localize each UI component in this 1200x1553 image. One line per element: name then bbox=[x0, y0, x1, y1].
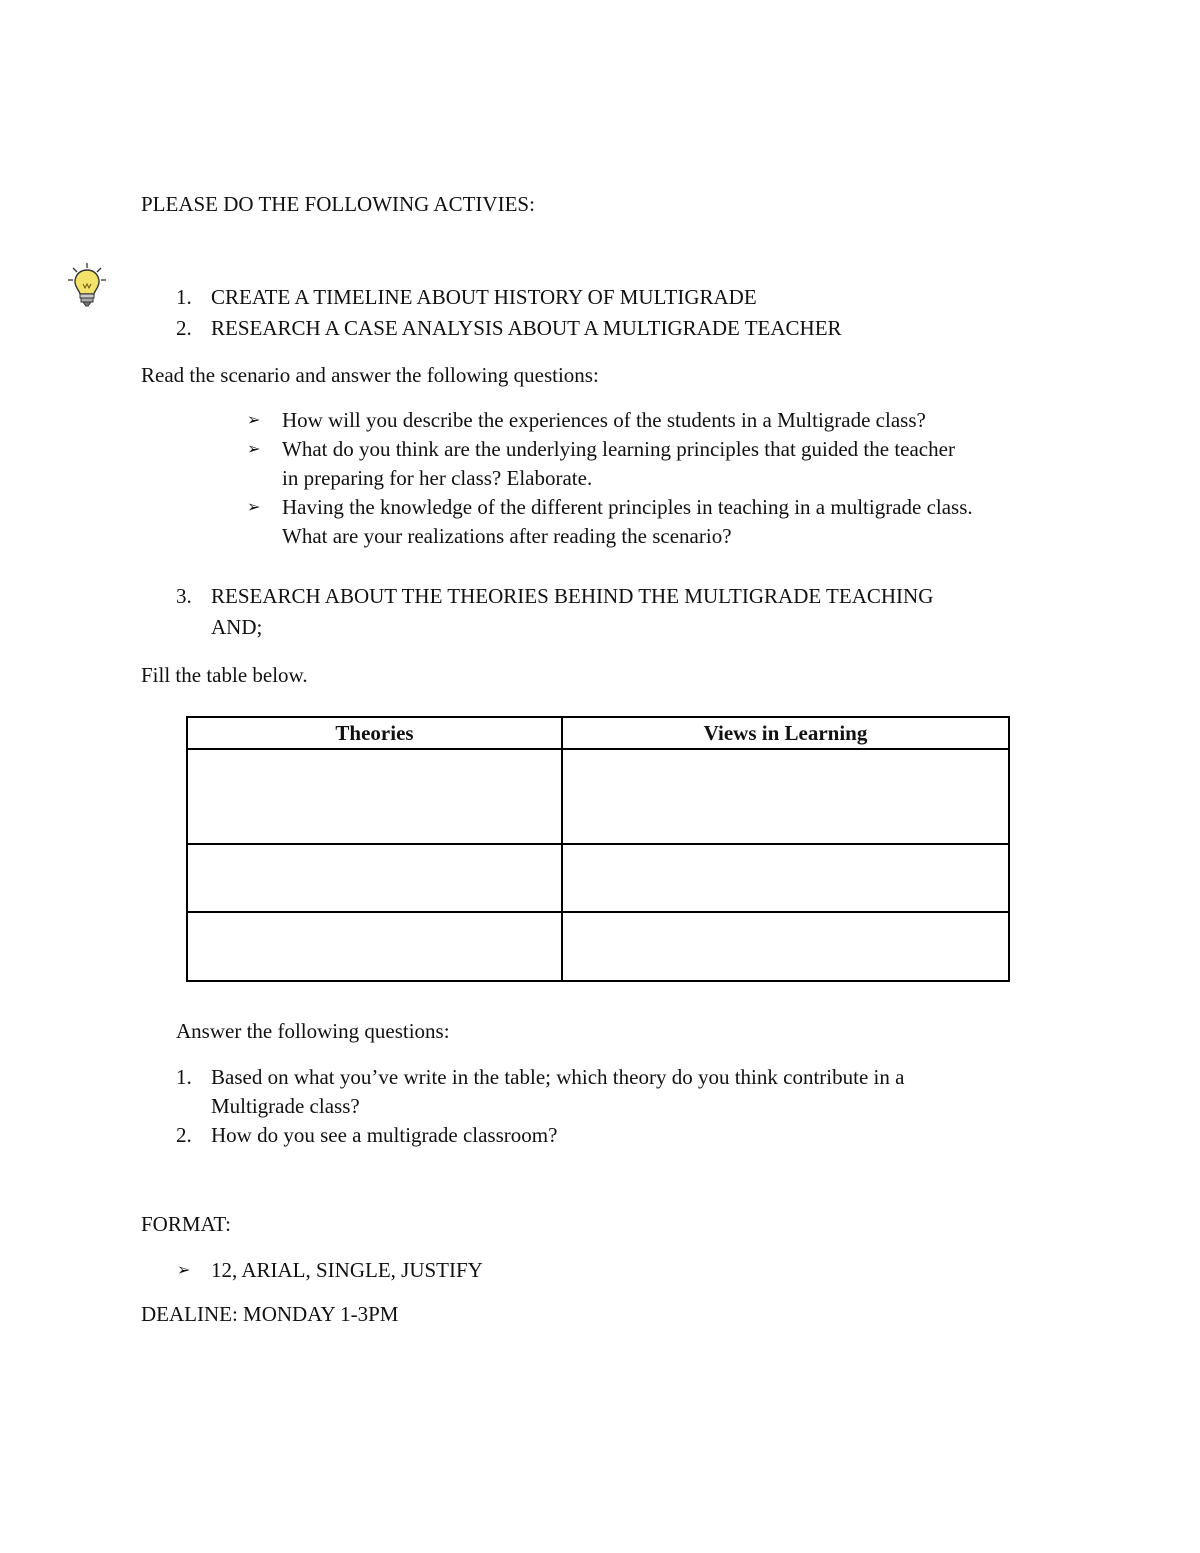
table-cell[interactable] bbox=[562, 844, 1009, 913]
table-row bbox=[187, 749, 1009, 844]
deadline: DEALINE: MONDAY 1-3PM bbox=[141, 1302, 399, 1326]
list-number: 2. bbox=[176, 316, 192, 340]
answer-intro: Answer the following questions: bbox=[176, 1019, 450, 1043]
answer-question: Based on what you’ve write in the table; which theory do you think contribute in a bbox=[211, 1065, 905, 1089]
list-number: 2. bbox=[176, 1123, 192, 1147]
activity-item: RESEARCH A CASE ANALYSIS ABOUT A MULTIGRADE TEACHER bbox=[211, 316, 842, 340]
column-header-theories: Theories bbox=[187, 717, 562, 749]
column-header-views: Views in Learning bbox=[562, 717, 1009, 749]
scenario-question: How will you describe the experiences of the students in a Multigrade class? bbox=[282, 408, 926, 432]
activity-item: AND; bbox=[211, 615, 263, 639]
scenario-question: Having the knowledge of the different principles in teaching in a multigrade class. bbox=[282, 495, 973, 519]
list-number: 3. bbox=[176, 584, 192, 608]
table-cell[interactable] bbox=[562, 749, 1009, 844]
activity-item: CREATE A TIMELINE ABOUT HISTORY OF MULTIGRADE bbox=[211, 285, 757, 309]
arrow-bullet-icon: ➢ bbox=[247, 497, 261, 516]
answer-question: How do you see a multigrade classroom? bbox=[211, 1123, 558, 1147]
scenario-question: What are your realizations after reading the scenario? bbox=[282, 524, 732, 548]
table-cell[interactable] bbox=[187, 749, 562, 844]
table-header-row bbox=[187, 717, 1009, 749]
scenario-question: What do you think are the underlying learning principles that guided the teacher bbox=[282, 437, 955, 461]
table-row bbox=[187, 844, 1009, 913]
arrow-bullet-icon: ➢ bbox=[177, 1260, 191, 1279]
theories-table bbox=[186, 716, 1010, 982]
table-cell[interactable] bbox=[562, 912, 1009, 981]
table-row bbox=[187, 912, 1009, 981]
list-number: 1. bbox=[176, 285, 192, 309]
table-cell[interactable] bbox=[187, 844, 562, 913]
table-intro: Fill the table below. bbox=[141, 663, 308, 687]
table-cell[interactable] bbox=[187, 912, 562, 981]
arrow-bullet-icon: ➢ bbox=[247, 439, 261, 458]
scenario-question: in preparing for her class? Elaborate. bbox=[282, 466, 593, 490]
answer-question: Multigrade class? bbox=[211, 1094, 360, 1118]
format-item: 12, ARIAL, SINGLE, JUSTIFY bbox=[211, 1258, 483, 1282]
format-label: FORMAT: bbox=[141, 1212, 231, 1236]
scenario-intro: Read the scenario and answer the following questions: bbox=[141, 363, 599, 387]
lightbulb-icon bbox=[66, 262, 108, 308]
list-number: 1. bbox=[176, 1065, 192, 1089]
page-heading: PLEASE DO THE FOLLOWING ACTIVIES: bbox=[141, 192, 535, 216]
activity-item: RESEARCH ABOUT THE THEORIES BEHIND THE MULTIGRADE TEACHING bbox=[211, 584, 934, 608]
arrow-bullet-icon: ➢ bbox=[247, 410, 261, 429]
